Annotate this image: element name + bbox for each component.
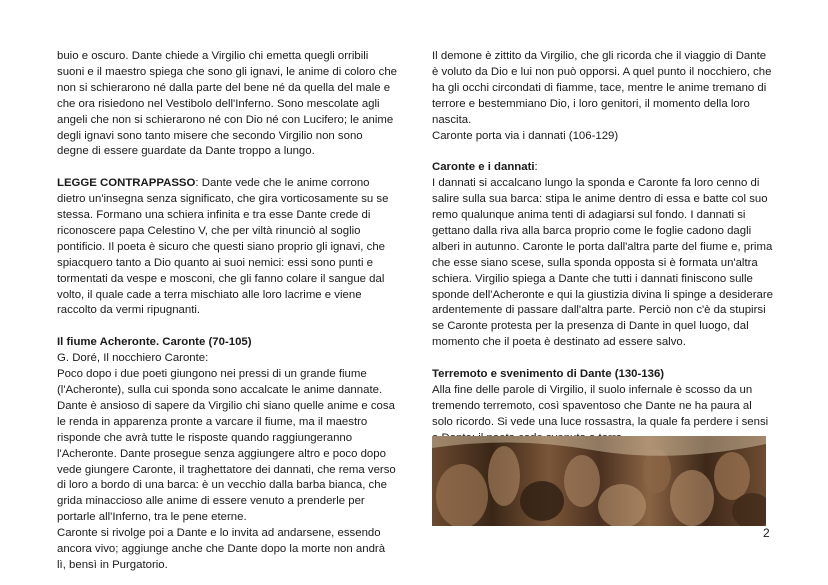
- paragraph-terremoto: Alla fine delle parole di Virgilio, il suolo infernale è scosso da un tremendo terremoto, così spaventoso che Dante ne ha paura al solo ricordo. Si vede una luce rossastra, la quale fa perdere i sensi: [432, 384, 769, 428]
- painting-figures: [432, 436, 766, 526]
- contrappasso-body: : Dante vede che le anime corrono dietro un'insegna senza significato, che gira vorticosamente su se stessa. Formano una schiera infinita e tra esse Dante crede di riconoscere papa Celestino V, che per viltà rinunciò al soglio pontificio. Il poeta è sicuro che questi siano proprio gli ignavi, che spiacquero tanto a Dio quanto ai suoi nemici: essi sono punti e tormentati da vespe e mosconi, che gli fanno colare il sangue dal volto, il quale cade a terra mischiato alle loro lacrime e viene raccolto da vermi ripugnanti.: [57, 177, 389, 317]
- dannati-heading: Caronte e i dannati: [432, 161, 535, 174]
- dannati-colon: :: [534, 161, 538, 174]
- section-heading-acheronte: Il fiume Acheronte. Caronte (70-105): [57, 336, 252, 349]
- contrappasso-heading: LEGGE CONTRAPPASSO: [57, 177, 196, 190]
- paragraph-acheronte: Poco dopo i due poeti giungono nei pressi di un grande fiume (l'Acheronte), sulla cui sponda sono accalcate le anime dannate. Dante è ansioso di sapere da Virgilio chi siano quelle anime e cosa le renda in apparenza pronte a varcare il fiume, ma il maestro risponde che avrà tutte le risposte quando raggiungeranno l'Acheronte. Dante prosegue senza aggiungere altro e poco dopo vede giungere Caronte, il traghettatore dei dannati, che rema verso di loro a bordo di una barca: è un vecchio dalla barba bianca, che grida minaccioso alle anime di essere venuto a prenderle per portarle all'Inferno, tra le pene eterne.: [57, 368, 396, 524]
- painting-image: [432, 436, 766, 526]
- left-column: [57, 49, 397, 574]
- paragraph-contrappasso: [57, 176, 397, 319]
- right-column: [432, 49, 774, 447]
- paragraph-demone: Il demone è zittito da Virgilio, che gli ricorda che il viaggio di Dante è voluto da Dio e lui non può opporsi. A quel punto il nocchiero, che ha gli occhi circondati di fiamme, tace, mentre le anime tremano di terrore e bestemmiano Dio, i loro genitori, il momento della loro nascita.: [432, 50, 772, 126]
- paragraph-dannati: I dannati si accalcano lungo la sponda e Caronte fa loro cenno di salire sulla sua barca: stipa le anime dentro di essa e batte col suo remo qualunque anima tenti di adagiarsi sul fondo. I dannati si gettano dalla riva alla barca proprio come le foglie cadono dagli alberi in autunno. Caronte le porta dall'altra parte del fiume e, prima che esse siano scese, sulla sponda opposta si è formata un'altra schiera. Virgilio spiega a Dante che tutti i dannati finiscono sulle sponde dell'Acheronte e qui la giustizia divina li spinge a desiderare ardentemente di passare dall'altra parte. Perciò non c'è da stupirsi se Caronte protesta per la presenza di Dante in quel luogo, dal momento che il poeta è destinato ad essere salvo.: [432, 177, 773, 349]
- caption-dore: G. Doré, Il nocchiero Caronte:: [57, 352, 209, 365]
- paragraph-ignavi: buio e oscuro. Dante chiede a Virgilio chi emetta quegli orribili suoni e il maestro spiega che sono gli ignavi, le anime di coloro che non si schierarono né dalla parte del bene né da quella del male e che ora risiedono nel Vestibolo dell'Inferno. Sono mescolate agli angeli che non si schierarono né con Dio né con Lucifero; le anime degli ignavi sono tanto misere che secondo Virgilio non sono degne di essere guardate da Dante troppo a lungo.: [57, 50, 398, 158]
- section-heading-dannati: [432, 160, 774, 176]
- section-heading-terremoto: Terremoto e svenimento di Dante (130-136): [432, 368, 665, 381]
- paragraph-caronte-dante: Caronte si rivolge poi a Dante e lo invita ad andarsene, essendo ancora vivo; aggiunge anche che Dante dopo la morte non andrà lì, bensì in Purgatorio.: [57, 527, 386, 571]
- paragraph-caronte-porta: Caronte porta via i dannati (106-129): [432, 129, 619, 142]
- page-number: 2: [763, 526, 770, 540]
